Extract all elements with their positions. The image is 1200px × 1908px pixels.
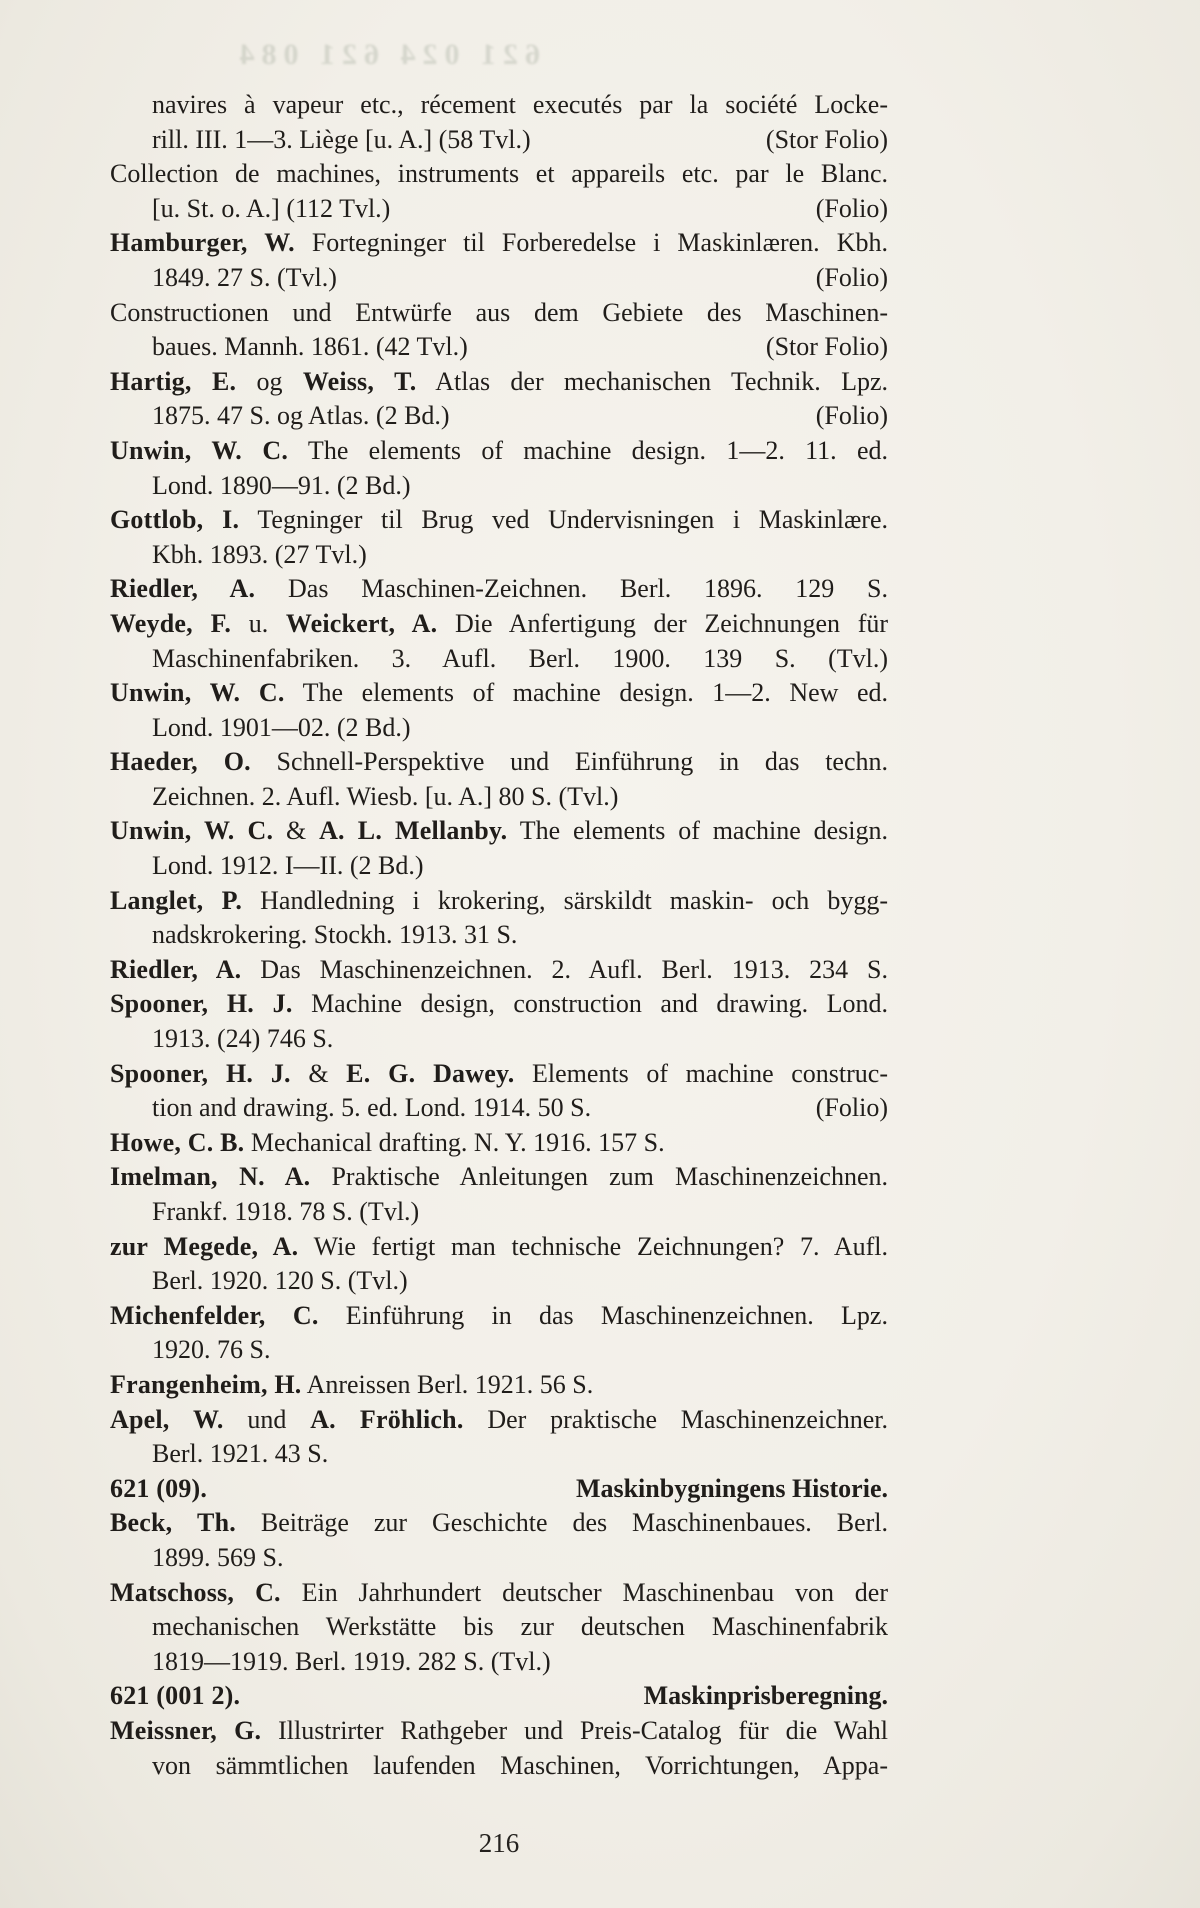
entry-text-segment: Das Maschinen-Zeichnen. Berl. 1896. 129 S. [255, 574, 888, 604]
entry-text [110, 1301, 888, 1330]
entry-text-segment: tion and drawing. 5. ed. Lond. 1914. 50 S. [152, 1093, 592, 1123]
author-name: Unwin, W. C. [110, 816, 274, 846]
bib-entry-line [110, 780, 888, 815]
entry-text-segment: Das Maschinenzeichnen. 2. Aufl. Berl. 1913. 234 S. [241, 954, 888, 984]
entry-text [110, 1578, 888, 1607]
bib-entry-line [110, 1576, 888, 1611]
entry-text-segment: Maschinenfabriken. 3. Aufl. Berl. 1900. 139 S. (Tvl.) [152, 643, 888, 673]
entry-text-segment: Fortegninger til Forberedelse i Maskinlæren. Kbh. [294, 228, 888, 258]
entry-text [110, 747, 888, 776]
entry-text [152, 261, 337, 296]
entry-text-segment: Mechanical drafting. N. Y. 1916. 157 S. [244, 1127, 665, 1157]
author-name: A. L. Mellanby. [319, 816, 508, 846]
bib-entry-line [110, 1195, 888, 1230]
entry-text [152, 644, 888, 673]
entry-text [110, 228, 888, 257]
bib-entry-line [110, 399, 888, 434]
entry-text-segment: Frankf. 1918. 78 S. (Tvl.) [152, 1197, 420, 1226]
entry-text-segment: Tegninger til Brug ved Undervisningen i Maskinlære. [239, 505, 888, 535]
entry-text [110, 1679, 240, 1714]
entry-text-segment: Lond. 1901—02. (2 Bd.) [152, 712, 411, 742]
entry-text [152, 1751, 888, 1780]
format-note: (Folio) [815, 401, 888, 431]
author-name: Imelman, N. A. [110, 1162, 311, 1192]
bib-entry-line [110, 1057, 888, 1092]
author-name: Hartig, E. [110, 366, 237, 396]
entry-text-segment: nadskrokering. Stockh. 1913. 31 S. [152, 920, 518, 950]
entry-text [152, 1543, 283, 1572]
entry-text-segment: Praktische Anleitungen zum Maschinenzeichnen. [310, 1162, 888, 1192]
bib-entry-line [110, 1022, 888, 1057]
author-name: Meissner, G. [110, 1715, 262, 1745]
entry-text [152, 90, 888, 119]
bib-entry-line [110, 261, 888, 296]
entry-text-segment: [u. St. o. A.] (112 Tvl.) [152, 193, 391, 223]
entry-text [152, 540, 367, 569]
entry-text-segment: navires à vapeur etc., récement executés par la société Locke- [152, 90, 888, 119]
entry-text [110, 886, 888, 915]
author-name: Haeder, O. [110, 747, 251, 777]
bib-entry-line [110, 330, 888, 365]
entry-text [110, 1472, 207, 1507]
entry-text [110, 1232, 888, 1261]
author-name: Matschoss, C. [110, 1577, 281, 1607]
bib-entry-line [110, 814, 888, 849]
format-note: (Stor Folio) [765, 332, 888, 362]
entry-text-segment: 1920. 76 S. [152, 1335, 271, 1365]
entry-text [152, 192, 390, 227]
author-name: Unwin, W. C. [110, 678, 285, 708]
entry-text-segment: mechanischen Werkstätte bis zur deutschen Maschinenfabrik [152, 1612, 888, 1642]
entry-text-segment: Kbh. 1893. (27 Tvl.) [152, 539, 367, 569]
author-name: Weyde, F. [110, 608, 232, 638]
entry-text [110, 1508, 888, 1537]
entry-text-segment: & [290, 1058, 347, 1088]
bib-entry-line [110, 365, 888, 400]
section-number: 621 (001 2). [110, 1681, 241, 1711]
author-name: Riedler, A. [110, 954, 242, 984]
entry-text-segment: Berl. 1920. 120 S. (Tvl.) [152, 1266, 408, 1296]
bib-entry-line [110, 918, 888, 953]
author-name: Weickert, A. [285, 608, 438, 638]
entry-text-segment: Einführung in das Maschinenzeichnen. Lpz. [318, 1300, 888, 1330]
entry-text-segment: Collection de machines, instruments et appareils etc. par le Blanc. [110, 159, 888, 189]
bib-entry-line [110, 1541, 888, 1576]
author-name: Spooner, H. J. [110, 1058, 291, 1088]
bib-entry-line [110, 1333, 888, 1368]
format-note: (Stor Folio) [765, 124, 888, 154]
entry-text-segment: Wie fertigt man technische Zeichnungen? 7. Aufl. [298, 1231, 888, 1261]
entry-text [110, 1716, 888, 1745]
entry-text-segment: Schnell-Perspektive und Einführung in das techn. [250, 747, 888, 777]
author-name: Howe, C. B. [110, 1127, 245, 1157]
entry-text [110, 816, 888, 845]
bib-entry-line [110, 538, 888, 573]
entry-text-segment: Beiträge zur Geschichte des Maschinenbaues. Berl. [235, 1508, 889, 1538]
entry-text-segment: u. [231, 608, 286, 638]
entry-text-segment: Atlas der mechanischen Technik. Lpz. [416, 366, 889, 396]
entry-text-segment: Berl. 1921. 43 S. [152, 1439, 329, 1469]
entry-text-segment: Ein Jahrhundert deutscher Maschinenbau von der [280, 1577, 888, 1607]
author-name: zur Megede, A. [110, 1231, 299, 1261]
bibliography-list [110, 88, 888, 1783]
bib-entry-line [110, 157, 888, 192]
entry-text-segment: 1849. 27 S. (Tvl.) [152, 262, 337, 292]
author-name: E. G. Dawey. [346, 1058, 515, 1088]
entry-text-segment: & [273, 816, 320, 846]
entry-text [152, 1335, 270, 1364]
bib-entry-line [110, 503, 888, 538]
entry-text [110, 955, 888, 984]
author-name: A. Fröhlich. [310, 1404, 464, 1434]
entry-text [152, 1197, 419, 1226]
entry-text-segment: Machine design, construction and drawing. Lond. [292, 989, 888, 1019]
entry-text-segment: Die Anfertigung der Zeichnungen für [437, 608, 889, 638]
entry-text-segment: The elements of machine design. 1—2. New ed. [284, 678, 888, 708]
entry-text [152, 713, 411, 742]
author-name: Unwin, W. C. [110, 435, 289, 465]
bib-entry-line [110, 1506, 888, 1541]
entry-text [152, 851, 424, 880]
entry-text-segment: und [223, 1404, 311, 1434]
section-title: Maskinbygningens Historie. [575, 1473, 888, 1503]
bib-entry-line [110, 296, 888, 331]
bib-entry-line [110, 192, 888, 227]
entry-text-segment: baues. Mannh. 1861. (42 Tvl.) [152, 332, 468, 362]
format-note: (Folio) [815, 262, 888, 292]
bib-entry-line [110, 469, 888, 504]
bib-entry-line [110, 849, 888, 884]
entry-text [110, 1162, 888, 1191]
entry-text [110, 678, 888, 707]
entry-text-segment: Constructionen und Entwürfe aus dem Gebiete des Maschinen- [110, 297, 888, 327]
bleed-through-text: 621 024 621 084 [232, 38, 540, 71]
entry-text-segment: von sämmtlichen laufenden Maschinen, Vorrichtungen, Appa- [152, 1750, 888, 1780]
format-note: (Folio) [815, 193, 888, 223]
bib-entry-line [110, 1160, 888, 1195]
section-number: 621 (09). [110, 1473, 208, 1503]
entry-text-segment: Illustrirter Rathgeber und Preis-Catalog für die Wahl [261, 1715, 888, 1745]
entry-text [152, 123, 531, 158]
bib-entry-line [110, 1126, 888, 1161]
section-heading-line [110, 1679, 888, 1714]
entry-text [110, 989, 888, 1018]
entry-text-segment: The elements of machine design. [507, 816, 888, 846]
bib-entry-line [110, 642, 888, 677]
entry-text [110, 1128, 665, 1157]
bib-entry-line [110, 88, 888, 123]
entry-text [110, 298, 888, 327]
section-title: Maskinprisberegning. [643, 1681, 888, 1711]
entry-text-segment: 1819—1919. Berl. 1919. 282 S. (Tvl.) [152, 1646, 551, 1676]
section-heading-line [110, 1472, 888, 1507]
bib-entry-line [110, 226, 888, 261]
entry-text [152, 1439, 328, 1468]
entry-text-segment: Handledning i krokering, särskildt maskin- och bygg- [242, 885, 888, 915]
page-number: 216 [478, 1828, 520, 1858]
entry-text [152, 330, 468, 365]
bib-entry-line [110, 1299, 888, 1334]
entry-text [110, 609, 888, 638]
bib-entry-line [110, 1091, 888, 1126]
entry-text [110, 159, 888, 188]
bib-entry-line [110, 1645, 888, 1680]
entry-text [110, 505, 888, 534]
author-name: Spooner, H. J. [110, 989, 293, 1019]
author-name: Riedler, A. [110, 574, 256, 604]
bib-entry-line [110, 711, 888, 746]
entry-text [110, 1059, 888, 1088]
entry-text-segment: Zeichnen. 2. Aufl. Wiesb. [u. A.] 80 S. (Tvl.) [152, 781, 619, 811]
entry-text [110, 367, 888, 396]
entry-text-segment: 1899. 569 S. [152, 1542, 284, 1572]
entry-text-segment: Elements of machine construc- [514, 1058, 888, 1088]
bib-entry-line [110, 1403, 888, 1438]
bib-entry-line [110, 123, 888, 158]
entry-text [110, 1405, 888, 1434]
bib-entry-line [110, 745, 888, 780]
entry-text [110, 1370, 593, 1399]
entry-text-segment: Der praktische Maschinenzeichner. [463, 1404, 888, 1434]
author-name: Beck, Th. [110, 1508, 236, 1538]
entry-text-segment: Anreissen Berl. 1921. 56 S. [301, 1369, 594, 1399]
entry-text [152, 399, 450, 434]
bib-entry-line [110, 987, 888, 1022]
bib-entry-line [110, 1610, 888, 1645]
entry-text [152, 782, 618, 811]
author-name: Langlet, P. [110, 885, 243, 915]
bib-entry-line [110, 1749, 888, 1784]
entry-text-segment: 1875. 47 S. og Atlas. (2 Bd.) [152, 401, 450, 431]
bib-entry-line [110, 676, 888, 711]
entry-text [152, 1647, 551, 1676]
author-name: Apel, W. [110, 1404, 224, 1434]
entry-text-segment: rill. III. 1—3. Liège [u. A.] (58 Tvl.) [152, 124, 531, 154]
entry-text [152, 471, 411, 500]
entry-text [152, 1024, 333, 1053]
bib-entry-line [110, 434, 888, 469]
author-name: Hamburger, W. [110, 228, 295, 258]
bib-entry-line [110, 607, 888, 642]
format-note: (Folio) [815, 1093, 888, 1123]
entry-text [152, 1266, 408, 1295]
bib-entry-line [110, 1230, 888, 1265]
entry-text-segment: 1913. (24) 746 S. [152, 1024, 334, 1054]
entry-text [152, 1091, 591, 1126]
bib-entry-line [110, 1437, 888, 1472]
author-name: Weiss, T. [302, 366, 417, 396]
entry-text [152, 1612, 888, 1641]
bib-entry-line [110, 953, 888, 988]
author-name: Gottlob, I. [110, 505, 240, 535]
entry-text-segment: Lond. 1890—91. (2 Bd.) [152, 470, 411, 500]
entry-text-segment: Lond. 1912. I—II. (2 Bd.) [152, 851, 424, 881]
author-name: Michenfelder, C. [110, 1300, 319, 1330]
bib-entry-line [110, 1264, 888, 1299]
entry-text [110, 436, 888, 465]
author-name: Frangenheim, H. [110, 1369, 302, 1399]
bib-entry-line [110, 572, 888, 607]
bib-entry-line [110, 884, 888, 919]
bib-entry-line [110, 1368, 888, 1403]
bib-entry-line [110, 1714, 888, 1749]
entry-text-segment: og [236, 366, 303, 396]
entry-text [110, 574, 888, 603]
entry-text-segment: The elements of machine design. 1—2. 11. ed. [288, 435, 888, 465]
entry-text [152, 920, 517, 949]
